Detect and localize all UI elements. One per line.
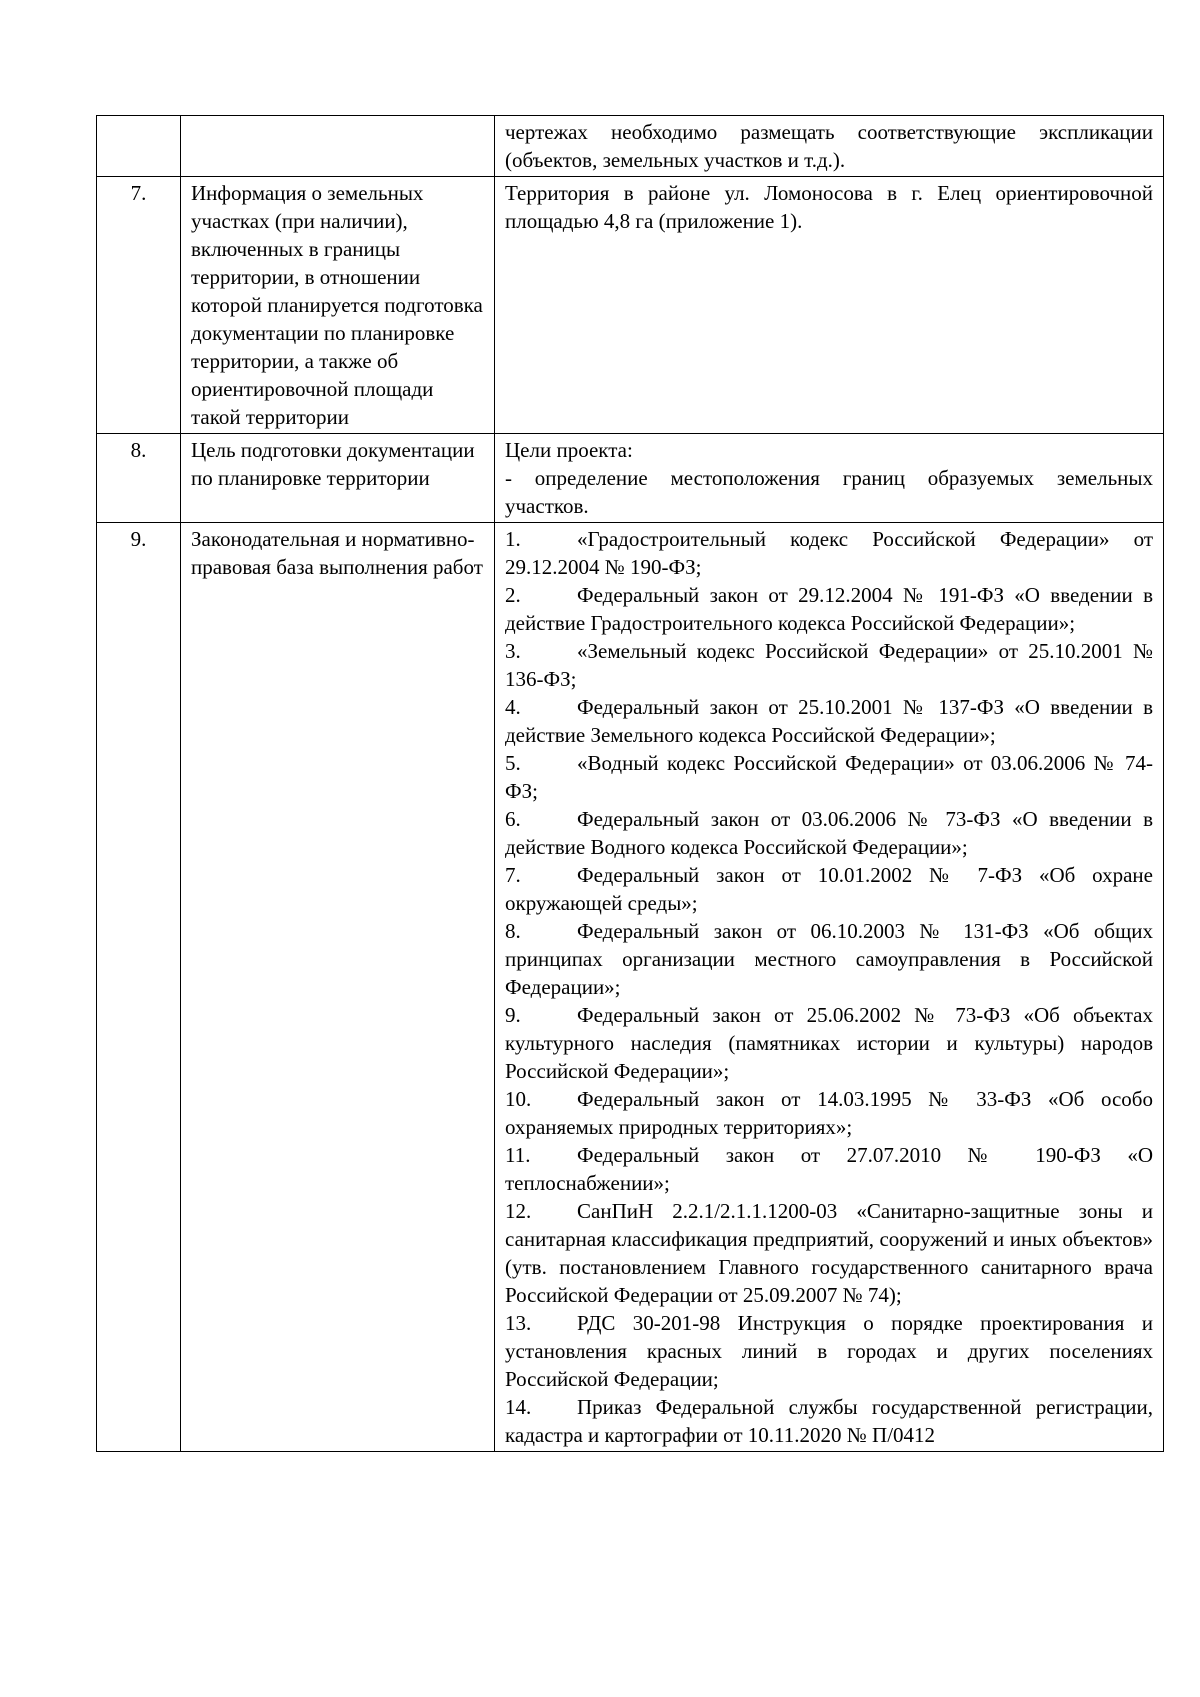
legal-basis-item — [505, 637, 1153, 693]
paragraph: Территория в районе ул. Ломоносова в г. Елец ориентировочной площадью 4,8 га (приложение 1). — [505, 181, 1153, 233]
item-text: Приказ Федеральной службы государственной регистрации, кадастра и картографии от 10.11.2020 № П/0412 — [505, 1395, 1153, 1447]
legal-basis-item — [505, 1085, 1153, 1141]
legal-basis-item — [505, 917, 1153, 1001]
row-content — [495, 434, 1164, 523]
legal-basis-item — [505, 861, 1153, 917]
paragraph: Цели проекта: — [505, 438, 633, 462]
table-row — [97, 523, 1164, 1452]
legal-basis-item — [505, 581, 1153, 637]
table-row — [97, 434, 1164, 523]
row-number: 8. — [97, 434, 181, 523]
legal-basis-item — [505, 525, 1153, 581]
item-number: 4. — [505, 695, 521, 719]
legal-basis-item — [505, 1141, 1153, 1197]
table-row — [97, 177, 1164, 434]
item-number: 6. — [505, 807, 521, 831]
item-text: Федеральный закон от 03.06.2006 № 73-ФЗ «О введении в действие Водного кодекса Российской Федерации»; — [505, 807, 1153, 859]
item-number: 12. — [505, 1199, 532, 1223]
requirements-table — [96, 115, 1164, 1452]
item-number: 1. — [505, 527, 521, 551]
item-text: РДС 30-201-98 Инструкция о порядке проектирования и установления красных линий в городах и других поселениях Российской Федерации; — [505, 1311, 1153, 1391]
paragraph: чертежах необходимо размещать соответствующие экспликации (объектов, земельных участков и т.д.). — [505, 120, 1153, 172]
item-text: «Земельный кодекс Российской Федерации» от 25.10.2001 № 136-ФЗ; — [505, 639, 1153, 691]
item-text: Федеральный закон от 25.10.2001 № 137-ФЗ «О введении в действие Земельного кодекса Российской Федерации»; — [505, 695, 1153, 747]
item-number: 3. — [505, 639, 521, 663]
item-number: 5. — [505, 751, 521, 775]
item-text: Федеральный закон от 06.10.2003 № 131-ФЗ «Об общих принципах организации местного самоуправления в Российской Федерации»; — [505, 919, 1153, 999]
item-number: 13. — [505, 1311, 532, 1335]
row-title — [181, 116, 495, 177]
legal-basis-item — [505, 693, 1153, 749]
row-content — [495, 116, 1164, 177]
legal-basis-item — [505, 805, 1153, 861]
paragraph: - определение местоположения границ образуемых земельных участков. — [505, 466, 1153, 518]
legal-basis-item — [505, 1197, 1153, 1309]
legal-basis-item — [505, 1001, 1153, 1085]
row-number: 7. — [97, 177, 181, 434]
row-content — [495, 523, 1164, 1452]
item-text: СанПиН 2.2.1/2.1.1.1200-03 «Санитарно-защитные зоны и санитарная классификация предприятий, сооружений и иных объектов» (утв. постановлением Главного государственного санитарного врача Российской Федерации от 25.09.2007 № 74); — [505, 1199, 1153, 1307]
legal-basis-item — [505, 749, 1153, 805]
table-row — [97, 116, 1164, 177]
row-number: 9. — [97, 523, 181, 1452]
item-text: Федеральный закон от 25.06.2002 № 73-ФЗ «Об объектах культурного наследия (памятниках истории и культуры) народов Российской Федерации»; — [505, 1003, 1153, 1083]
item-text: Федеральный закон от 10.01.2002 № 7-ФЗ «Об охране окружающей среды»; — [505, 863, 1153, 915]
item-text: Федеральный закон от 27.07.2010 № 190-ФЗ «О теплоснабжении»; — [505, 1143, 1153, 1195]
row-title: Законодательная и нормативно-правовая база выполнения работ — [181, 523, 495, 1452]
row-title: Информация о земельных участках (при наличии), включенных в границы территории, в отношении которой планируется подготовка документации по планировке территории, а также об ориентировочной площади такой территории — [181, 177, 495, 434]
item-text: «Градостроительный кодекс Российской Федерации» от 29.12.2004 № 190-ФЗ; — [505, 527, 1153, 579]
item-number: 2. — [505, 583, 521, 607]
item-text: Федеральный закон от 14.03.1995 № 33-ФЗ «Об особо охраняемых природных территориях»; — [505, 1087, 1153, 1139]
item-number: 14. — [505, 1395, 532, 1419]
legal-basis-item — [505, 1309, 1153, 1393]
item-number: 11. — [505, 1143, 531, 1167]
item-number: 10. — [505, 1087, 532, 1111]
item-number: 8. — [505, 919, 521, 943]
item-text: Федеральный закон от 29.12.2004 № 191-ФЗ «О введении в действие Градостроительного кодекса Российской Федерации»; — [505, 583, 1153, 635]
row-number — [97, 116, 181, 177]
legal-basis-item — [505, 1393, 1153, 1449]
row-title: Цель подготовки документации по планировке территории — [181, 434, 495, 523]
item-number: 9. — [505, 1003, 521, 1027]
item-text: «Водный кодекс Российской Федерации» от 03.06.2006 № 74-ФЗ; — [505, 751, 1153, 803]
item-number: 7. — [505, 863, 521, 887]
row-content — [495, 177, 1164, 434]
